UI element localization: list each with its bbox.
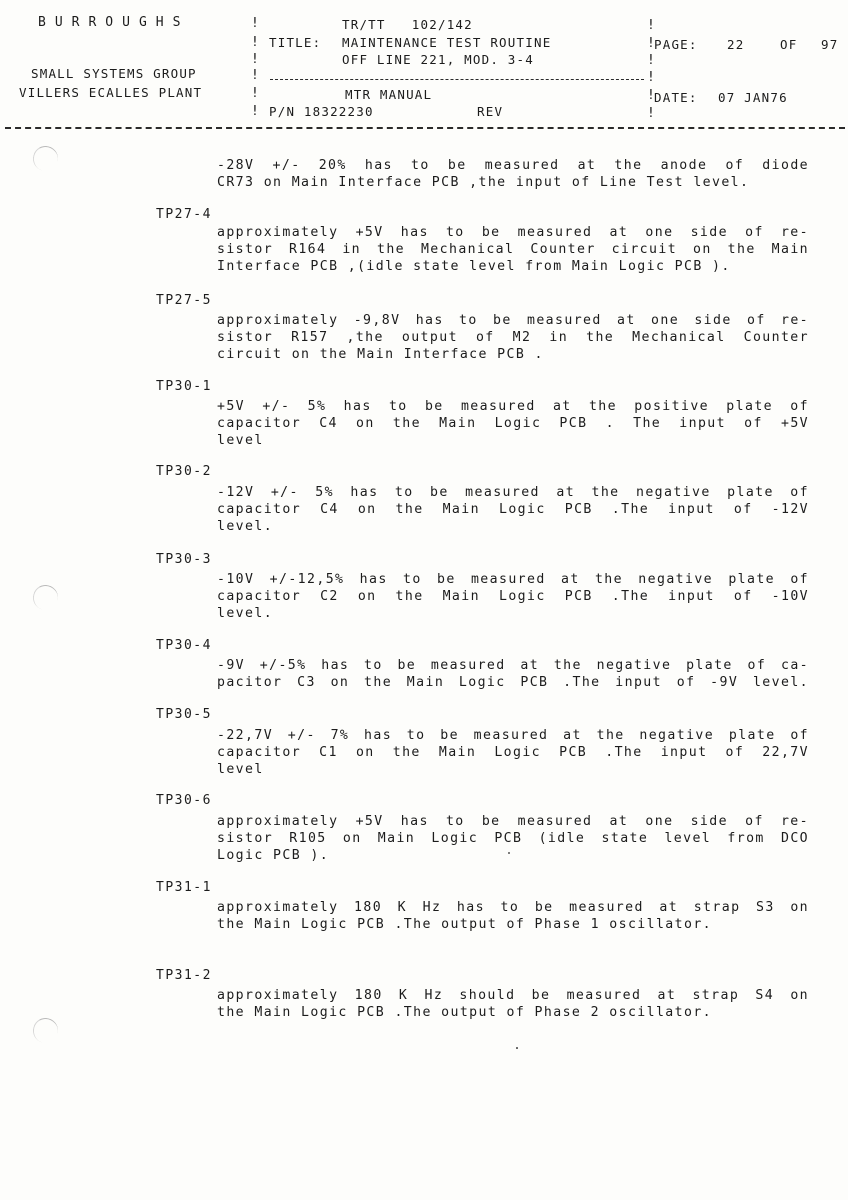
text-line: -10V +/-12,5% has to be measured at the negative plate of (217, 572, 809, 587)
text-line: the Main Logic PCB .The output of Phase 1 oscillator. (217, 917, 712, 933)
scan-speck (508, 852, 510, 854)
scan-speck (516, 1047, 518, 1049)
text-line: CR73 on Main Interface PCB ,the input of Line Test level. (217, 175, 750, 191)
test-point-label: TP30-5 (156, 707, 212, 722)
column-separator: ! (647, 18, 655, 33)
page-of-label: OF (780, 37, 798, 52)
column-separator: ! (647, 88, 655, 103)
text-line: sistor R105 on Main Logic PCB (idle state level from DCO (217, 831, 809, 847)
test-point-description (217, 727, 809, 779)
test-point-label: TP30-2 (156, 464, 212, 479)
test-point-label: TP31-2 (156, 968, 212, 983)
punch-hole (30, 582, 61, 613)
company-name: BURROUGHS (38, 15, 190, 30)
test-point-label: TP30-1 (156, 379, 212, 394)
punch-hole (30, 1015, 61, 1046)
text-line: sistor R157 ,the output of M2 in the Mechanical Counter (217, 330, 809, 346)
text-line: -9V +/-5% has to be measured at the negative plate of ca- (217, 658, 809, 673)
document-title: MAINTENANCE TEST ROUTINE (342, 35, 552, 50)
page-label: PAGE: (654, 37, 698, 52)
test-point-label: TP31-1 (156, 880, 212, 895)
text-line: approximately 180 K Hz has to be measured at strap S3 on (217, 900, 809, 915)
text-line: +5V +/- 5% has to be measured at the positive plate of (217, 399, 809, 414)
text-line: approximately 180 K Hz should be measured at strap S4 on (217, 988, 809, 1003)
column-separator: ! (251, 35, 259, 50)
test-point-label: TP27-5 (156, 293, 212, 308)
text-line: capacitor C4 on the Main Logic PCB . The input of +5V (217, 416, 809, 432)
column-separator: ! (251, 16, 259, 31)
header-bottom-rule (5, 127, 845, 129)
header-divider (270, 79, 644, 80)
document-subtitle: OFF LINE 221, MOD. 3-4 (342, 52, 534, 67)
column-separator: ! (647, 106, 655, 121)
column-separator: ! (647, 53, 655, 68)
text-line: approximately -9,8V has to be measured at one side of re- (217, 313, 809, 328)
test-point-label: TP30-6 (156, 793, 212, 808)
text-line: -22,7V +/- 7% has to be measured at the negative plate of (217, 728, 809, 743)
date-value: 07 JAN76 (718, 90, 788, 105)
title-label: TITLE: (269, 35, 322, 50)
column-separator: ! (251, 52, 259, 67)
text-line: level (217, 433, 264, 449)
column-separator: ! (647, 36, 655, 51)
text-line: pacitor C3 on the Main Logic PCB .The input of -9V level. (217, 675, 809, 691)
column-separator: ! (647, 70, 655, 85)
test-point-description (217, 657, 809, 691)
test-point-description (217, 899, 809, 933)
column-separator: ! (251, 104, 259, 119)
page-number: 22 (727, 37, 745, 52)
page-total: 97 (821, 37, 839, 52)
text-line: -12V +/- 5% has to be measured at the negative plate of (217, 485, 809, 500)
revision-label: REV (477, 104, 504, 119)
text-line: capacitor C4 on the Main Logic PCB .The input of -12V (217, 502, 809, 518)
test-point-description (217, 224, 809, 276)
test-point-label: TP27-4 (156, 207, 212, 222)
test-point-description (217, 312, 809, 364)
text-line: level. (217, 519, 274, 535)
text-line: -28V +/- 20% has to be measured at the anode of diode (217, 158, 809, 173)
test-point-description (217, 398, 809, 450)
text-line: level (217, 762, 264, 778)
intro-paragraph (217, 157, 809, 191)
part-number: P/N 18322230 (269, 104, 374, 119)
text-line: Logic PCB ). (217, 848, 330, 864)
column-separator: ! (251, 68, 259, 83)
text-line: capacitor C2 on the Main Logic PCB .The input of -10V (217, 589, 809, 605)
test-point-description (217, 484, 809, 536)
text-line: circuit on the Main Interface PCB . (217, 347, 544, 363)
text-line: approximately +5V has to be measured at one side of re- (217, 814, 809, 829)
test-point-label: TP30-3 (156, 552, 212, 567)
column-separator: ! (251, 86, 259, 101)
text-line: level. (217, 606, 274, 622)
test-point-description (217, 813, 809, 865)
manual-name: MTR MANUAL (345, 87, 433, 102)
text-line: sistor R164 in the Mechanical Counter circuit on the Main (217, 242, 809, 258)
test-point-label: TP30-4 (156, 638, 212, 653)
punch-hole (30, 143, 61, 174)
text-line: capacitor C1 on the Main Logic PCB .The input of 22,7V (217, 745, 809, 761)
document-reference: TR/TT 102/142 (342, 17, 473, 32)
text-line: the Main Logic PCB .The output of Phase 2 oscillator. (217, 1005, 712, 1021)
plant-name: VILLERS ECALLES PLANT (19, 85, 203, 100)
test-point-description (217, 571, 809, 623)
text-line: Interface PCB ,(idle state level from Main Logic PCB ). (217, 259, 731, 275)
test-point-description (217, 987, 809, 1021)
date-label: DATE: (654, 90, 698, 105)
division-name: SMALL SYSTEMS GROUP (31, 66, 197, 81)
text-line: approximately +5V has to be measured at one side of re- (217, 225, 809, 240)
